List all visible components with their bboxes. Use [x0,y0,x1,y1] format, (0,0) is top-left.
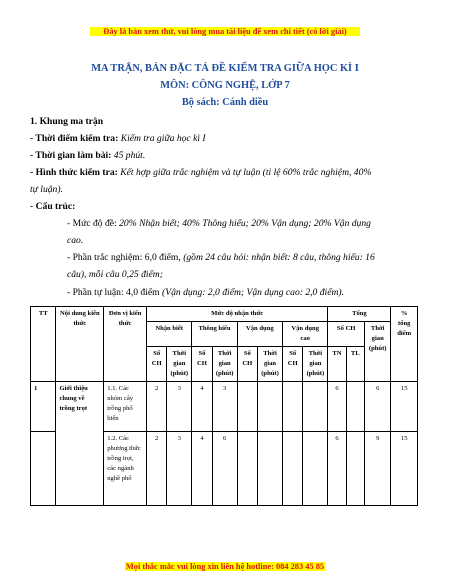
cell-vdc-tg [303,432,328,506]
sub-so: Số CH [146,347,166,382]
cell-vd-ch [237,432,257,506]
matrix-table [30,306,418,506]
cell-th-tg: 3 [212,382,237,432]
cell-tn: 6 [328,432,346,506]
cell-nb-ch: 2 [146,382,166,432]
cell-time: 6 [364,382,390,432]
cell-vdc-ch [283,432,303,506]
exam-form-line-2: tự luận). [30,184,63,195]
cell-vd-ch [237,382,257,432]
sub-tn: TN [328,347,346,382]
cell-nb-ch: 2 [146,432,166,506]
header-time: Thời gian (phút) [364,322,390,382]
exam-form-line: - Hình thức kiểm tra: Kết hợp giữa trắc nghiệm và tự luận (tỉ lệ 60% trắc nghiệm, 40% [30,167,372,178]
cell-content: Giới thiệu chung về trồng trọt [56,382,104,506]
cell-vd-tg [258,382,283,432]
cell-tt [31,432,56,506]
doc-title: MA TRẬN, BẢN ĐẶC TẢ ĐỀ KIỂM TRA GIỮA HỌC KÌ I [91,63,359,74]
cell-tl [346,382,364,432]
structure-heading: - Cấu trúc: [30,201,76,212]
cell-th-tg: 6 [212,432,237,506]
cell-unit: 1.1. Các nhóm cây trồng phổ biến [104,382,147,432]
mc-line: - Phần trắc nghiệm: 6,0 điểm, (gồm 24 câu hỏi: nhận biết: 8 câu, thông hiểu: 16 [67,252,375,263]
cell-tn: 6 [328,382,346,432]
cell-th-ch: 4 [192,432,212,506]
cell-vdc-ch [283,382,303,432]
sub-so: Số CH [237,347,257,382]
sub-so: Số CH [283,347,303,382]
header-level: Mức độ nhận thức [146,307,327,322]
header-unit: Đơn vị kiến thức [104,307,147,382]
header-th: Thông hiểu [192,322,237,347]
table-row [31,382,418,432]
header-nb: Nhận biết [146,322,191,347]
cell-nb-tg: 3 [167,382,192,432]
doc-book: Bộ sách: Cánh diều [181,97,269,108]
sub-tg: Thời gian (phút) [258,347,283,382]
header-tt: TT [31,307,56,382]
header-content: Nội dung kiến thức [56,307,104,382]
level-line-2: cao. [67,235,84,246]
cell-time: 9 [364,432,390,506]
cell-tt: 1 [31,382,56,432]
essay-line: - Phần tự luận: 4,0 điểm (Vận dụng: 2,0 điểm; Vận dụng cao: 2,0 điểm). [67,287,344,298]
cell-vdc-tg [303,382,328,432]
header-vd: Vận dụng [237,322,282,347]
header-vdc: Vận dụng cao [283,322,328,347]
cell-nb-tg: 3 [167,432,192,506]
hotline-banner: Mọi thắc mắc vui lòng xin liên hệ hotline: 084 283 45 85 [125,562,325,571]
sub-so: Số CH [192,347,212,382]
mc-line-2: câu), mỗi câu 0,25 điểm; [67,269,163,280]
cell-th-ch: 4 [192,382,212,432]
cell-pct: 15 [391,432,418,506]
section-heading: 1. Khung ma trận [30,116,104,127]
header-soch: Số CH [328,322,365,347]
sub-tg: Thời gian (phút) [167,347,192,382]
sub-tg: Thời gian (phút) [212,347,237,382]
sub-tl: TL [346,347,364,382]
duration-line: - Thời gian làm bài: 45 phút. [30,150,146,161]
cell-unit: 1.2. Các phương thức trồng trọt, các ngành nghề phổ [104,432,147,506]
cell-pct: 15 [391,382,418,432]
header-percent: % tổng điểm [391,307,418,382]
cell-tl [346,432,364,506]
exam-time-line: - Thời điểm kiểm tra: Kiểm tra giữa học kì I [30,133,206,144]
header-total: Tổng [328,307,391,322]
sub-tg: Thời gian (phút) [303,347,328,382]
preview-banner: Đây là bản xem thử, vui lòng mua tài liệu để xem chi tiết (có lời giải) [90,27,360,36]
doc-subject: MÔN: CÔNG NGHỆ, LỚP 7 [160,80,290,91]
level-line: - Mức độ đề: 20% Nhận biết; 40% Thông hiểu; 20% Vận dụng; 20% Vận dụng [67,218,371,229]
cell-vd-tg [258,432,283,506]
